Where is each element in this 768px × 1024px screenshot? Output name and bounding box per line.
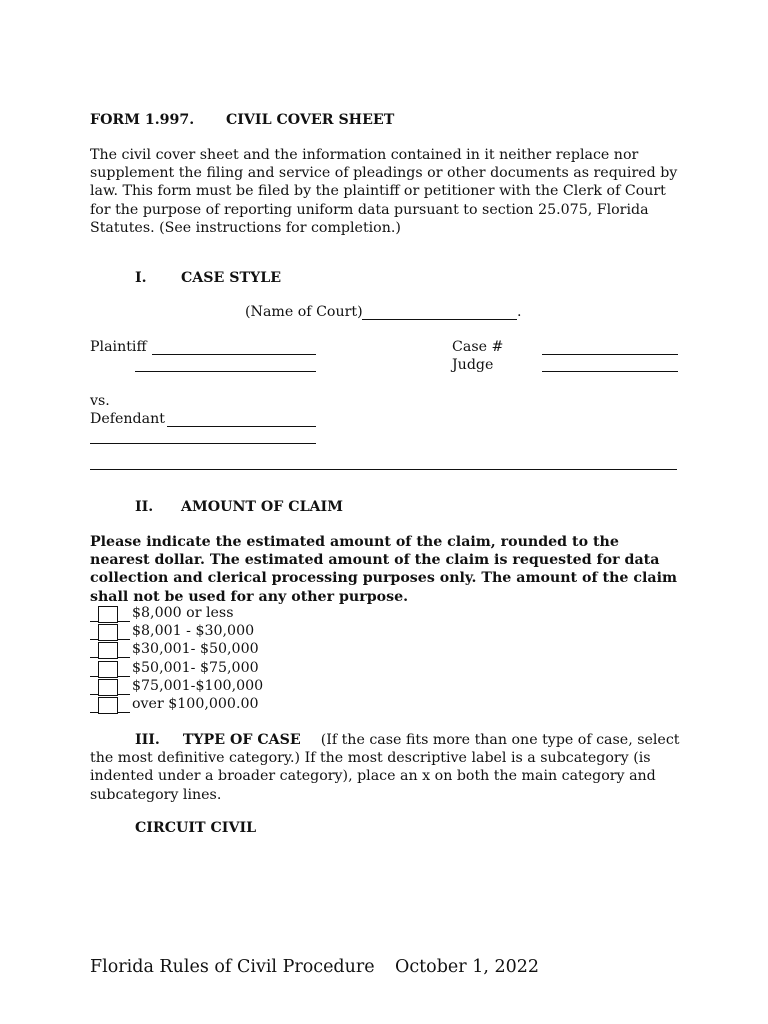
amount-option-label: $8,000 or less xyxy=(132,605,234,621)
form-number: FORM 1.997. xyxy=(90,112,195,128)
type-of-case-note: (If the case fits more than one type of case, select the most definitive category.) If the most descriptive label is a subcategory (is indented under a broader category), place an x on both the main category and subcategory lines. xyxy=(90,732,680,803)
defendant-field-line-2[interactable] xyxy=(90,443,316,444)
case-number-field[interactable] xyxy=(542,354,678,355)
amount-instructions: Please indicate the estimated amount of the claim, rounded to the nearest dollar. The estimated amount of the claim is requested for data collection and clerical processing purposes only. The amount of the claim shall not be used for any other purpose. xyxy=(90,534,677,605)
section-2-numeral: II. xyxy=(135,499,154,515)
vs-label: vs. xyxy=(90,393,110,409)
name-of-court-label: (Name of Court) xyxy=(245,304,363,320)
section-divider xyxy=(90,469,677,470)
section-2-title: AMOUNT OF CLAIM xyxy=(181,499,343,515)
amount-checkbox[interactable] xyxy=(98,661,118,678)
type-of-case-paragraph xyxy=(90,731,680,804)
amount-checkbox[interactable] xyxy=(98,606,118,623)
plaintiff-field[interactable] xyxy=(152,354,316,355)
judge-field[interactable] xyxy=(542,371,678,372)
intro-paragraph: The civil cover sheet and the information contained in it neither replace nor supplement the filing and service of pleadings or other documents as required by law. This form must be filed by the plaintiff or petitioner with the Clerk of Court for the purpose of reporting uniform data pursuant to section 25.075, Florida Statutes. (See instructions for completion.) xyxy=(90,147,678,236)
footer-source: Florida Rules of Civil Procedure xyxy=(90,957,375,977)
amount-checkbox[interactable] xyxy=(98,642,118,659)
name-of-court-field[interactable] xyxy=(362,319,517,320)
amount-option-label: over $100,000.00 xyxy=(132,696,259,712)
plaintiff-field-line-2[interactable] xyxy=(135,371,316,372)
defendant-field[interactable] xyxy=(167,426,316,427)
form-title: CIVIL COVER SHEET xyxy=(226,112,395,128)
judge-label: Judge xyxy=(452,357,494,373)
amount-option-label: $50,001- $75,000 xyxy=(132,659,259,676)
amount-checkbox[interactable] xyxy=(98,624,118,641)
section-1-title: CASE STYLE xyxy=(181,270,282,286)
amount-option-label: $30,001- $50,000 xyxy=(132,641,259,658)
section-1-numeral: I. xyxy=(135,270,147,286)
defendant-label: Defendant xyxy=(90,411,165,427)
amount-checkbox[interactable] xyxy=(98,697,118,714)
section-3-numeral: III. xyxy=(135,732,160,748)
amount-option-label: $8,001 - $30,000 xyxy=(132,623,255,640)
name-of-court-period: . xyxy=(517,304,522,320)
plaintiff-label: Plaintiff xyxy=(90,339,147,355)
amount-checkbox[interactable] xyxy=(98,679,118,696)
amount-option-label: $75,001-$100,000 xyxy=(132,677,264,694)
footer-date: October 1, 2022 xyxy=(395,957,539,977)
case-number-label: Case # xyxy=(452,339,504,355)
circuit-civil-heading: CIRCUIT CIVIL xyxy=(135,820,257,836)
section-3-title: TYPE OF CASE xyxy=(182,732,301,748)
